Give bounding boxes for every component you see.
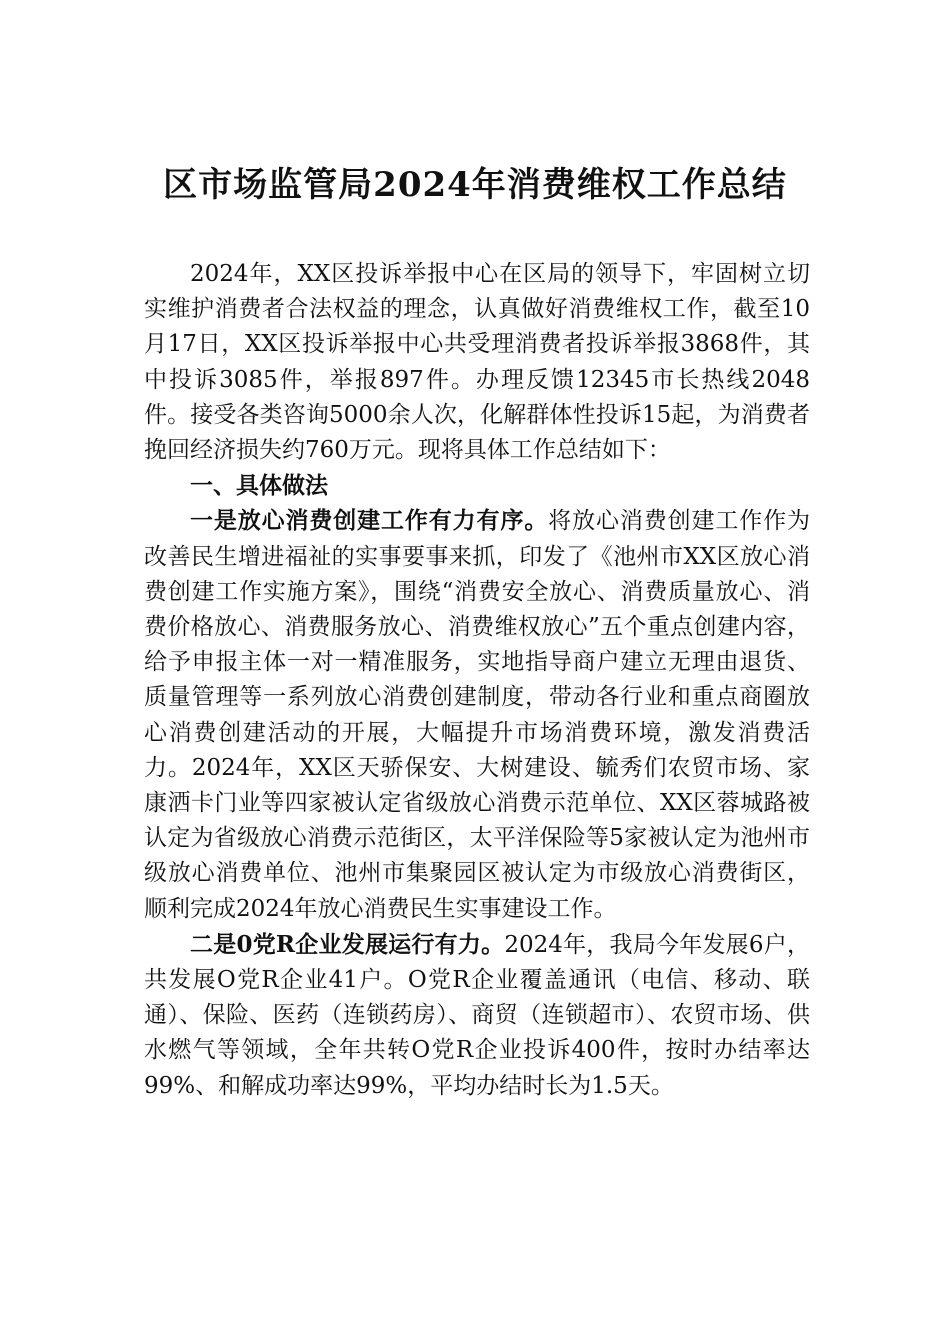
paragraph-item-2 xyxy=(144,927,810,1104)
paragraph-item-1 xyxy=(144,503,810,926)
paragraph-lead-2: 二是0党R企业发展运行有力。 xyxy=(190,930,505,958)
section-heading: 一、具体做法 xyxy=(190,472,328,500)
paragraph-lead-1: 一是放心消费创建工作有力有序。 xyxy=(190,507,549,535)
paragraph-text-1: 将放心消费创建工作作为改善民生增进福祉的实事要事来抓，印发了《池州市XX区放心消费创建工作实施方案》，围绕“消费安全放心、消费质量放心、消费价格放心、消费服务放心、消费维权放心”五个重点创建内容，给予申报主体一对一精准服务，实地指导商户建立无理由退货、质量管理等一系列放心消费创建制度，带动各行业和重点商圈放心消费创建活动的开展，大幅提升市场消费环境，激发消费活力。2024年，XX区天骄保安、大树建设、毓秀们农贸市场、家康洒卡门业等四家被认定省级放心消费示范单位、XX区蓉城路被认定为省级放心消费示范街区，太平洋保险等5家被认定为池州市级放心消费单位、池州市集聚园区被认定为市级放心消费街区，顺利完成2024年放心消费民生实事建设工作。 xyxy=(144,508,811,922)
document-body xyxy=(144,257,810,1104)
paragraph-text-2: 2024年，我局今年发展6户，共发展O党R企业41户。O党R企业覆盖通讯（电信、移动、联通）、保险、医药（连锁药房）、商贸（连锁超市）、农贸市场、供水燃气等领域，全年共转O党R企业投诉400件，按时办结率达99%、和解成功率达99%，平均办结时长为1.5天。 xyxy=(144,931,810,1099)
intro-paragraph: 2024年，XX区投诉举报中心在区局的领导下，牢固树立切实维护消费者合法权益的理念，认真做好消费维权工作，截至10月17日，XX区投诉举报中心共受理消费者投诉举报3868件，其中投诉3085件，举报897件。办理反馈12345市长热线2048件。接受各类咨询5000余人次，化解群体性投诉15起，为消费者挽回经济损失约760万元。现将具体工作总结如下： xyxy=(144,261,810,464)
document-title: 区市场监管局2024年消费维权工作总结 xyxy=(163,165,787,205)
